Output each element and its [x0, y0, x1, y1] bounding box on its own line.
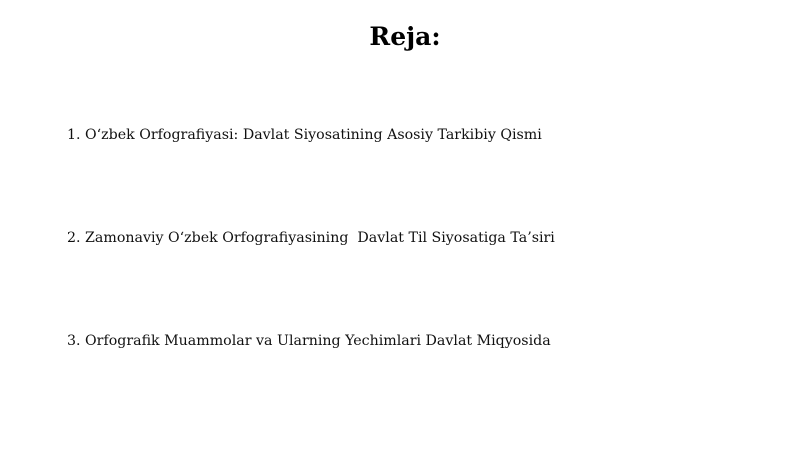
- slide-title: Reja:: [369, 22, 441, 51]
- plan-item-1: 1. O‘zbek Orfografiyasi: Davlat Siyosatining Asosiy Tarkibiy Qismi: [67, 127, 542, 143]
- plan-item-3: 3. Orfografik Muammolar va Ularning Yechimlari Davlat Miqyosida: [67, 333, 551, 349]
- plan-item-2: 2. Zamonaviy O‘zbek Orfografiyasining Davlat Til Siyosatiga Ta’siri: [67, 230, 555, 246]
